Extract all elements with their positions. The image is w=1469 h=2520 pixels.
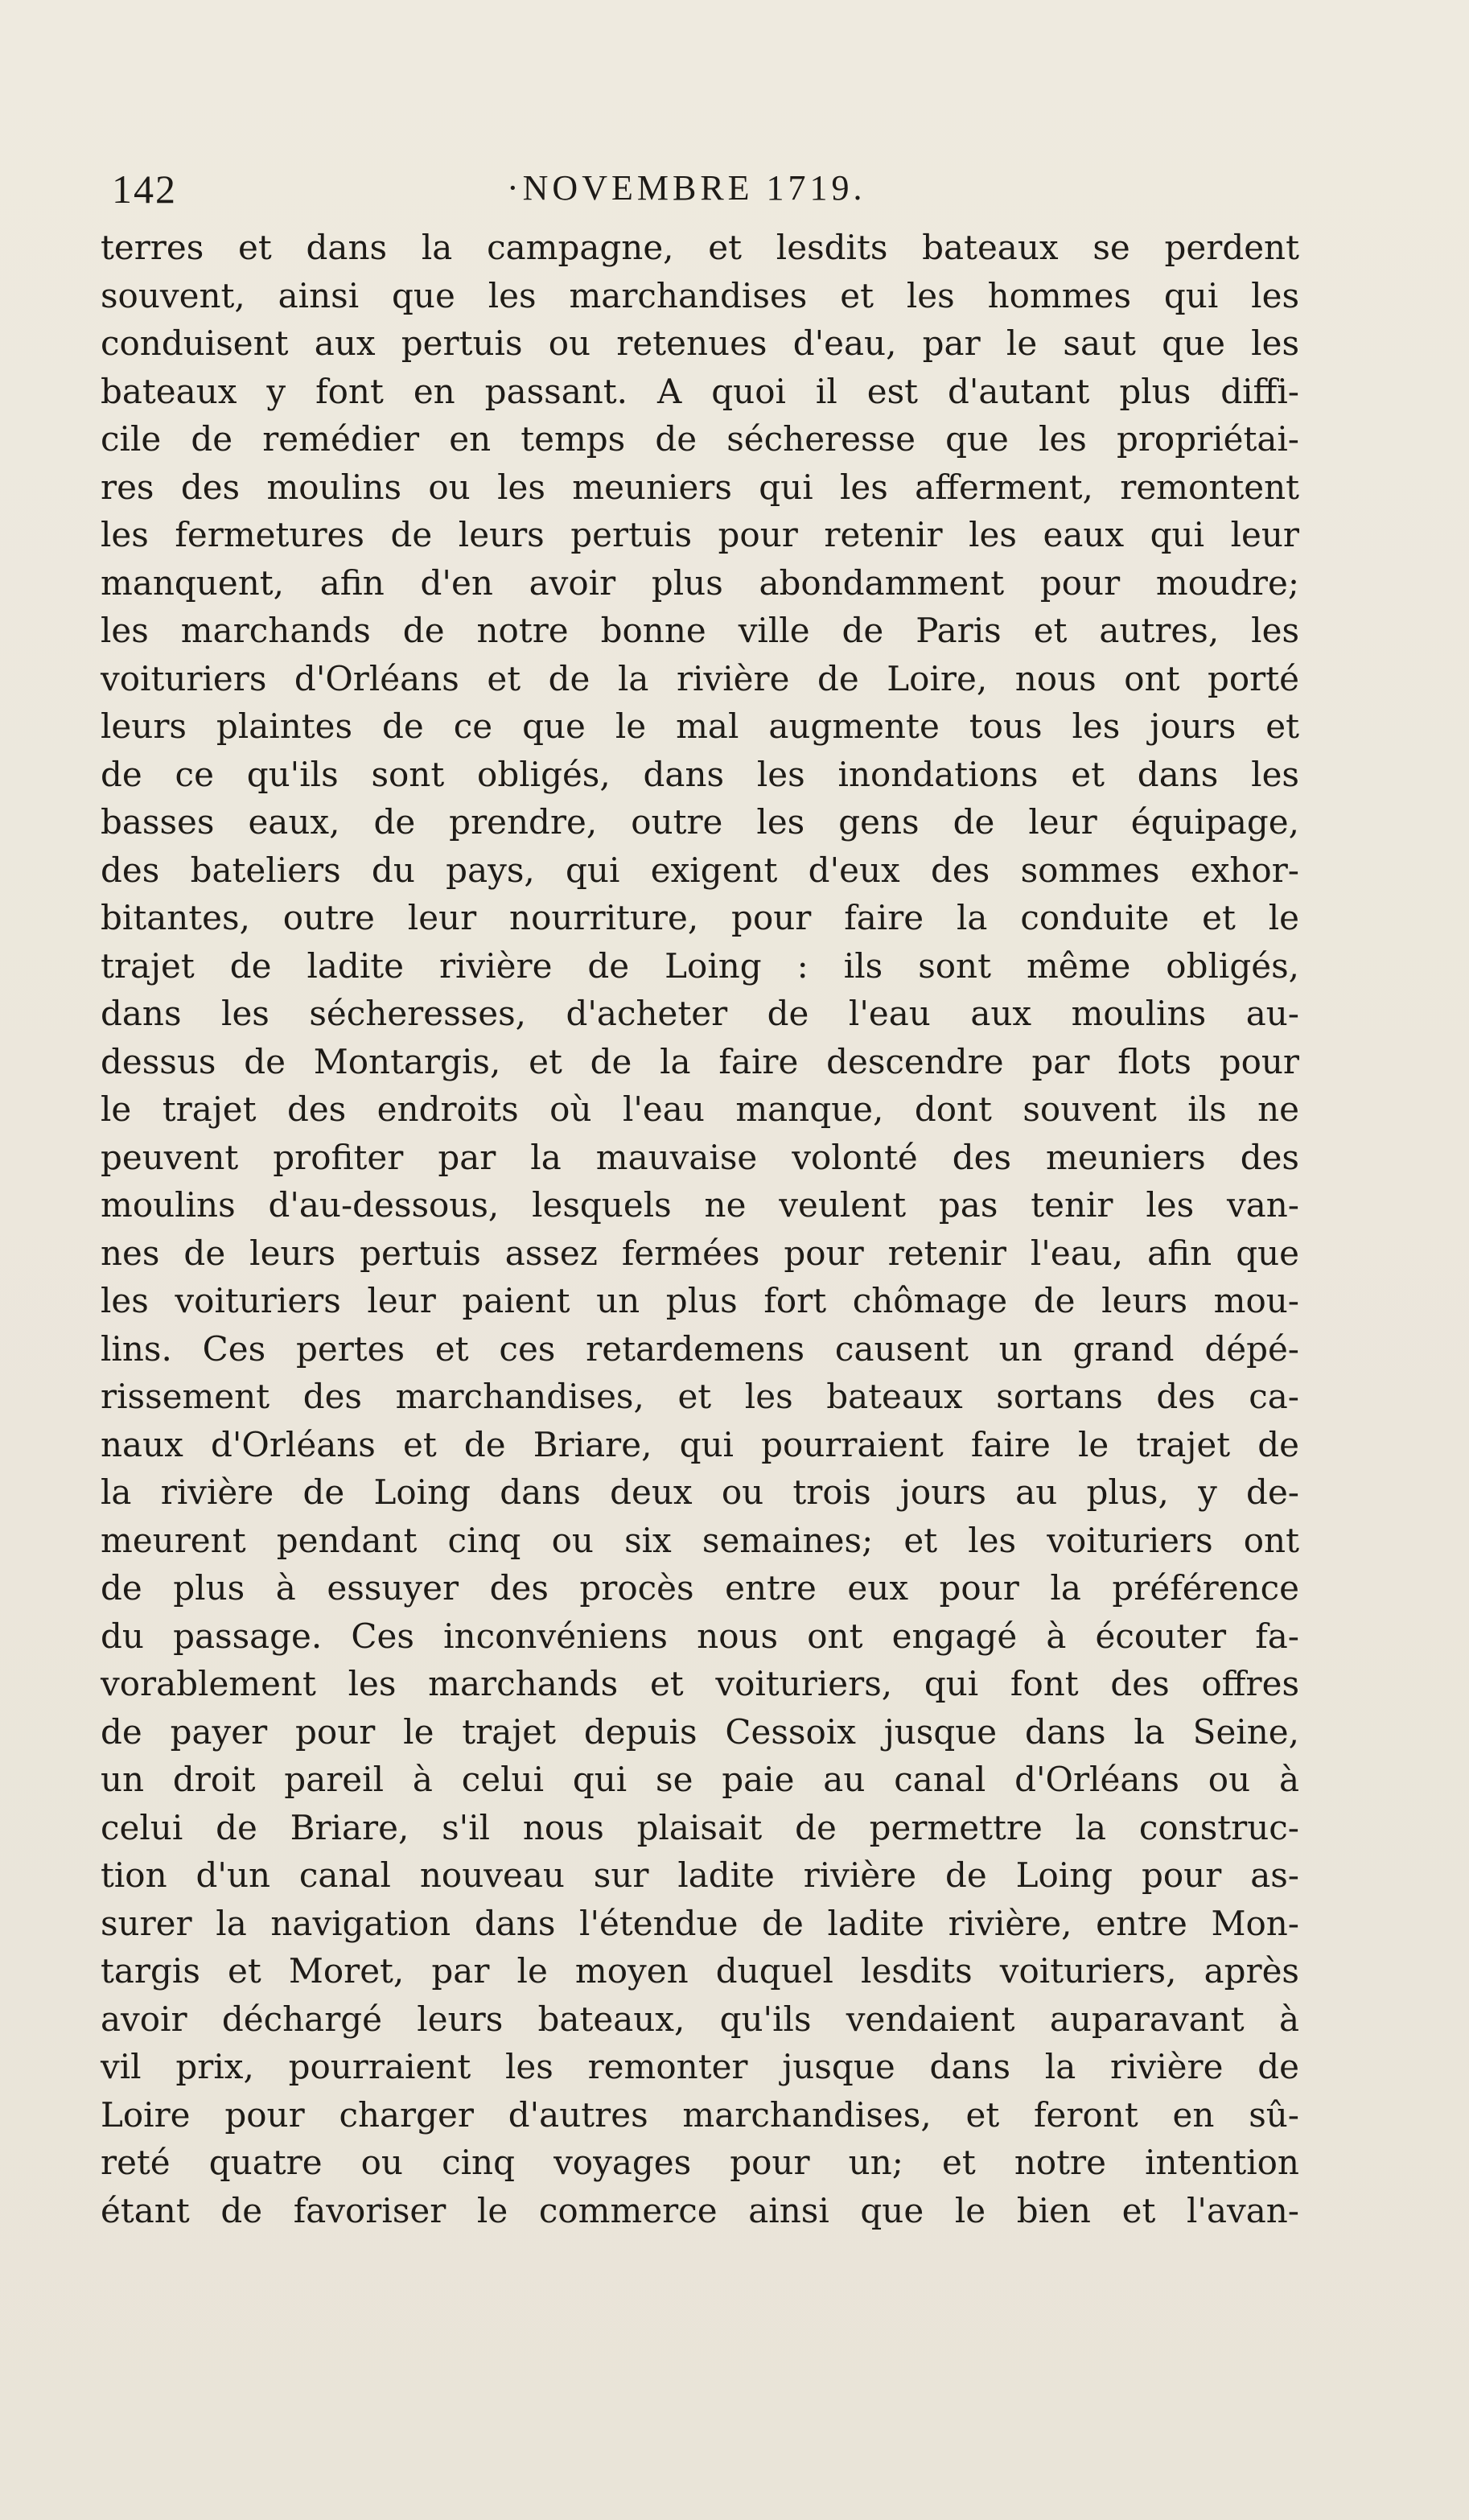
text-line: trajet de ladite rivière de Loing : ils sont même obligés, [101,945,1299,986]
text-line: des bateliers du pays, qui exigent d'eux des sommes exhor- [101,850,1299,890]
text-line: Loire pour charger d'autres marchandises, et feront en sû- [101,2094,1299,2135]
running-title: ·NOVEMBRE 1719. [507,168,866,208]
text-line: les marchands de notre bonne ville de Paris et autres, les [101,611,1299,650]
text-line: le trajet des endroits où l'eau manque, dont souvent ils ne [101,1089,1299,1129]
text-line: moulins d'au-dessous, lesquels ne veulent pas tenir les van- [101,1185,1299,1225]
text-line: reté quatre ou cinq voyages pour un; et notre intention [101,2143,1299,2182]
text-line: de plus à essuyer des procès entre eux pour la préférence [101,1568,1299,1608]
text-line: res des moulins ou les meuniers qui les afferment, remontent [101,467,1299,507]
text-line: nes de leurs pertuis assez fermées pour retenir l'eau, afin que [101,1233,1299,1273]
text-line: rissement des marchandises, et les bateaux sortans des ca- [101,1377,1299,1416]
text-line: lins. Ces pertes et ces retardemens causent un grand dépé- [101,1328,1299,1369]
text-line: avoir déchargé leurs bateaux, qu'ils vendaient auparavant à [101,1999,1299,2039]
text-line: tion d'un canal nouveau sur ladite rivière de Loing pour as- [101,1855,1299,1895]
page-header [101,161,1339,225]
text-line: surer la navigation dans l'étendue de ladite rivière, entre Mon- [101,1903,1299,1943]
text-line: manquent, afin d'en avoir plus abondamment pour moudre; [101,562,1299,603]
text-line: les voituriers leur paient un plus fort chômage de leurs mou- [101,1281,1299,1320]
text-line: meurent pendant cinq ou six semaines; et les voituriers ont [101,1520,1299,1560]
page-number: 142 [112,167,177,212]
text-line: étant de favoriser le commerce ainsi que le bien et l'avan- [101,2190,1299,2230]
text-line: conduisent aux pertuis ou retenues d'eau, par le saut que les [101,323,1299,363]
text-line: vil prix, pourraient les remonter jusque dans la rivière de [101,2047,1299,2086]
text-line: bitantes, outre leur nourriture, pour faire la conduite et le [101,898,1299,937]
body-text [101,224,1299,2234]
text-line: la rivière de Loing dans deux ou trois jours au plus, y de- [101,1472,1299,1512]
text-line: dessus de Montargis, et de la faire descendre par flots pour [101,1041,1299,1081]
text-line: leurs plaintes de ce que le mal augmente tous les jours et [101,706,1299,746]
text-line: dans les sécheresses, d'acheter de l'eau aux moulins au- [101,994,1299,1033]
text-line: peuvent profiter par la mauvaise volonté des meuniers des [101,1137,1299,1177]
text-line: voituriers d'Orléans et de la rivière de Loire, nous ont porté [101,658,1299,698]
text-line: un droit pareil à celui qui se paie au canal d'Orléans ou à [101,1760,1299,1799]
text-line: terres et dans la campagne, et lesdits bateaux se perdent [101,228,1299,267]
text-line: de payer pour le trajet depuis Cessoix jusque dans la Seine, [101,1711,1299,1752]
text-line: naux d'Orléans et de Briare, qui pourraient faire le trajet de [101,1424,1299,1464]
text-line: bateaux y font en passant. A quoi il est d'autant plus diffi- [101,371,1299,411]
text-line: targis et Moret, par le moyen duquel lesdits voituriers, après [101,1951,1299,1991]
text-line: les fermetures de leurs pertuis pour retenir les eaux qui leur [101,515,1299,554]
text-line: du passage. Ces inconvéniens nous ont engagé à écouter fa- [101,1616,1299,1656]
text-line: cile de remédier en temps de sécheresse que les propriétai- [101,419,1299,459]
text-line: souvent, ainsi que les marchandises et les hommes qui les [101,275,1299,315]
text-line: vorablement les marchands et voituriers, qui font des offres [101,1664,1299,1703]
text-line: de ce qu'ils sont obligés, dans les inondations et dans les [101,754,1299,794]
text-line: celui de Briare, s'il nous plaisait de permettre la construc- [101,1807,1299,1847]
text-line: basses eaux, de prendre, outre les gens de leur équipage, [101,802,1299,842]
